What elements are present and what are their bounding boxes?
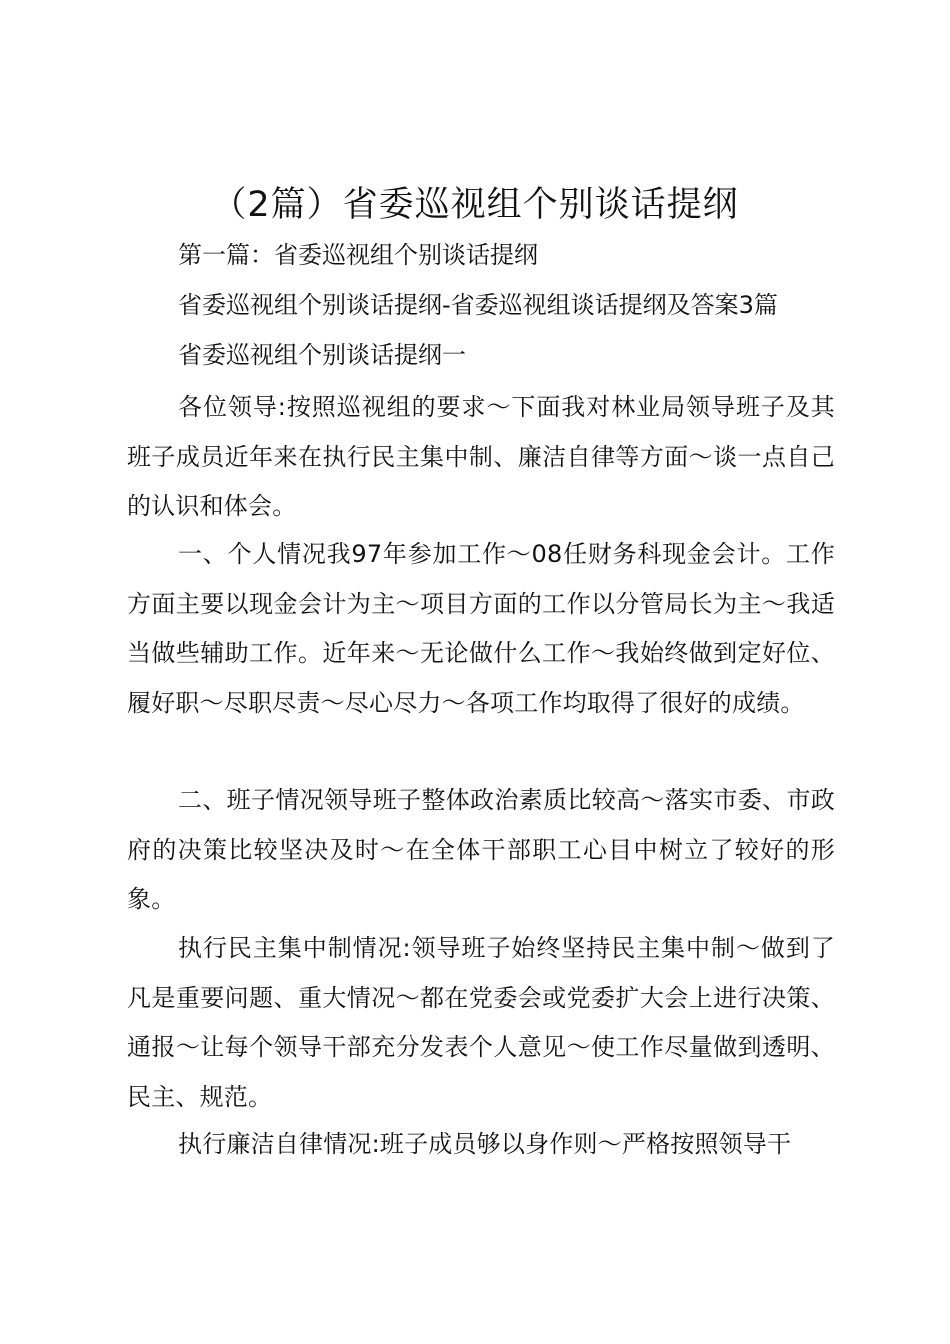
document-subtitle: 省委巡视组个别谈话提纲-省委巡视组谈话提纲及答案3篇 — [178, 291, 778, 319]
part-heading: 省委巡视组个别谈话提纲一 — [178, 341, 466, 369]
paragraph-democratic-centralism: 执行民主集中制情况:领导班子始终坚持民主集中制～做到了凡是重要问题、重大情况～都在党委会或党委扩大会上进行决策、通报～让每个领导干部充分发表个人意见～使工作尽量做到透明、民主、规范。 — [127, 934, 835, 1111]
document-title: （2篇）省委巡视组个别谈话提纲 — [211, 185, 739, 225]
section-heading: 第一篇：省委巡视组个别谈话提纲 — [178, 241, 538, 269]
paragraph-personal: 一、个人情况我97年参加工作～08任财务科现金会计。工作方面主要以现金会计为主～项目方面的工作以分管局长为主～我适当做些辅助工作。近年来～无论做什么工作～我始终做到定好位、履好职～尽职尽责～尽心尽力～各项工作均取得了很好的成绩。 — [127, 540, 835, 717]
paragraph-team: 二、班子情况领导班子整体政治素质比较高～落实市委、市政府的决策比较坚决及时～在全体干部职工心目中树立了较好的形象。 — [127, 786, 835, 914]
paragraph-integrity: 执行廉洁自律情况:班子成员够以身作则～严格按照领导干 — [178, 1130, 792, 1158]
paragraph-intro: 各位领导:按照巡视组的要求～下面我对林业局领导班子及其班子成员近年来在执行民主集中制、廉洁自律等方面～谈一点自己的认识和体会。 — [127, 393, 835, 521]
